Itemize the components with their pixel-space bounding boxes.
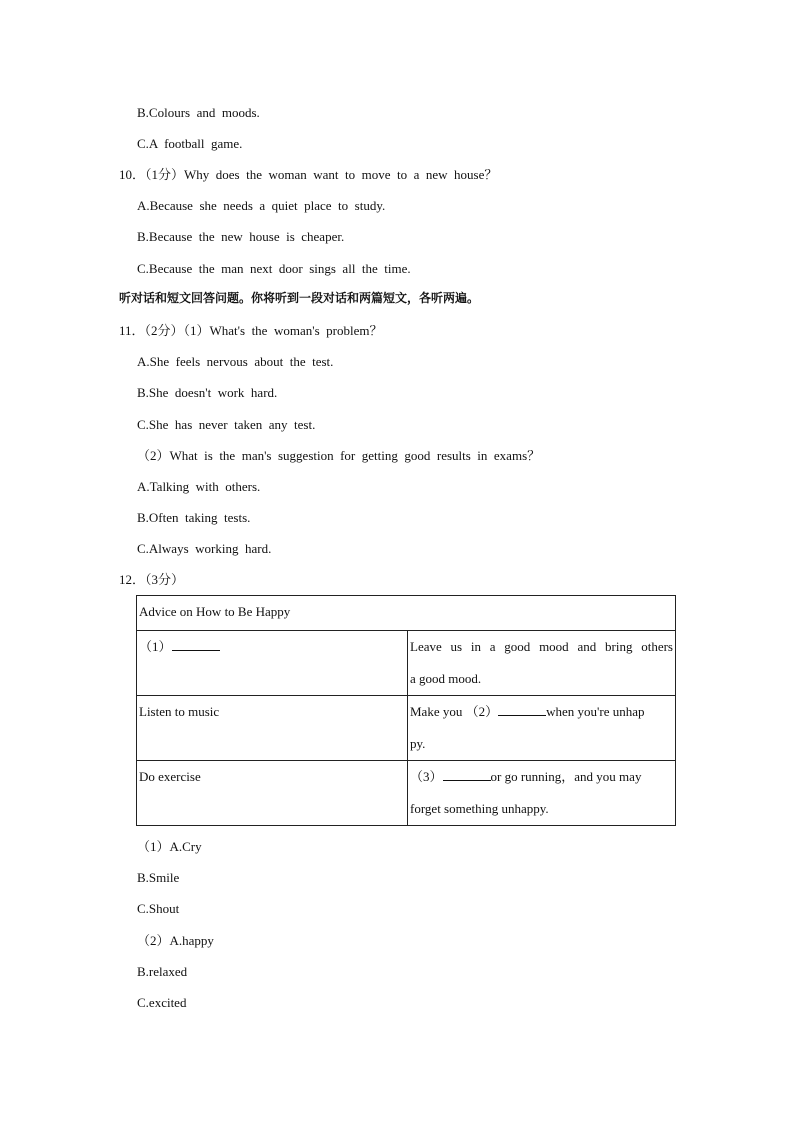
row3-right-suffix: or go running，and you may (490, 769, 642, 784)
advice-table-title: Advice on How to Be Happy (137, 596, 676, 631)
q11-question-2: （2）What is the man's suggestion for getting good results in exams？ (137, 448, 541, 463)
row1-right-line2: a good mood. (410, 671, 482, 686)
row2-right-prefix: Make you （2） (410, 704, 499, 719)
advice-table (136, 595, 676, 826)
q11-q1-option-a: A.She feels nervous about the test. (137, 354, 334, 369)
q12-sub2-option-a: （2）A.happy (137, 933, 214, 948)
row1-left-prefix: （1） (139, 639, 172, 654)
row1-left-cell (137, 631, 408, 696)
q9-option-c: C.A football game. (137, 136, 243, 151)
row2-right-cell (408, 696, 676, 761)
section-instruction: 听对话和短文回答问题。你将听到一段对话和两篇短文，各听两遍。 (119, 291, 480, 305)
row3-left-cell: Do exercise (137, 761, 408, 826)
row3-right-cell (408, 761, 676, 826)
answer-blank-1 (172, 639, 220, 651)
q12-sub1-option-c: C.Shout (137, 901, 180, 916)
q12-sub1-option-a: （1）A.Cry (137, 839, 202, 854)
table-row (137, 631, 676, 696)
row3-right-prefix: （3） (410, 769, 443, 784)
q11-q2-option-c: C.Always working hard. (137, 541, 272, 556)
q11-q2-option-b: B.Often taking tests. (137, 510, 251, 525)
row2-right-suffix: when you're unhap (546, 704, 645, 719)
q11-q1-option-b: B.She doesn't work hard. (137, 385, 278, 400)
row2-right-line2: py. (410, 736, 426, 751)
q12-sub1-option-b: B.Smile (137, 870, 180, 885)
q10-question: 10．（1分）Why does the woman want to move to a new house？ (119, 167, 498, 182)
q12-sub2-option-c: C.excited (137, 995, 187, 1010)
q11-q2-option-a: A.Talking with others. (137, 479, 261, 494)
row3-right-line2: forget something unhappy. (410, 801, 549, 816)
q11-q1-option-c: C.She has never taken any test. (137, 417, 316, 432)
q12-question: 12．（3分） (119, 572, 185, 587)
q9-option-b: B.Colours and moods. (137, 105, 260, 120)
row2-left-cell: Listen to music (137, 696, 408, 761)
answer-blank-2 (498, 704, 546, 716)
q10-option-c: C.Because the man next door sings all the time. (137, 261, 411, 276)
table-row (137, 696, 676, 761)
q11-question-1: 11．（2分）（1）What's the woman's problem？ (119, 323, 383, 338)
table-row (137, 596, 676, 631)
q10-option-a: A.Because she needs a quiet place to study. (137, 198, 386, 213)
answer-blank-3 (443, 769, 491, 781)
q12-sub2-option-b: B.relaxed (137, 964, 188, 979)
row1-right-line1: Leave us in a good mood and bring others (410, 639, 673, 654)
row1-right-cell (408, 631, 676, 696)
table-row (137, 761, 676, 826)
q10-option-b: B.Because the new house is cheaper. (137, 229, 345, 244)
